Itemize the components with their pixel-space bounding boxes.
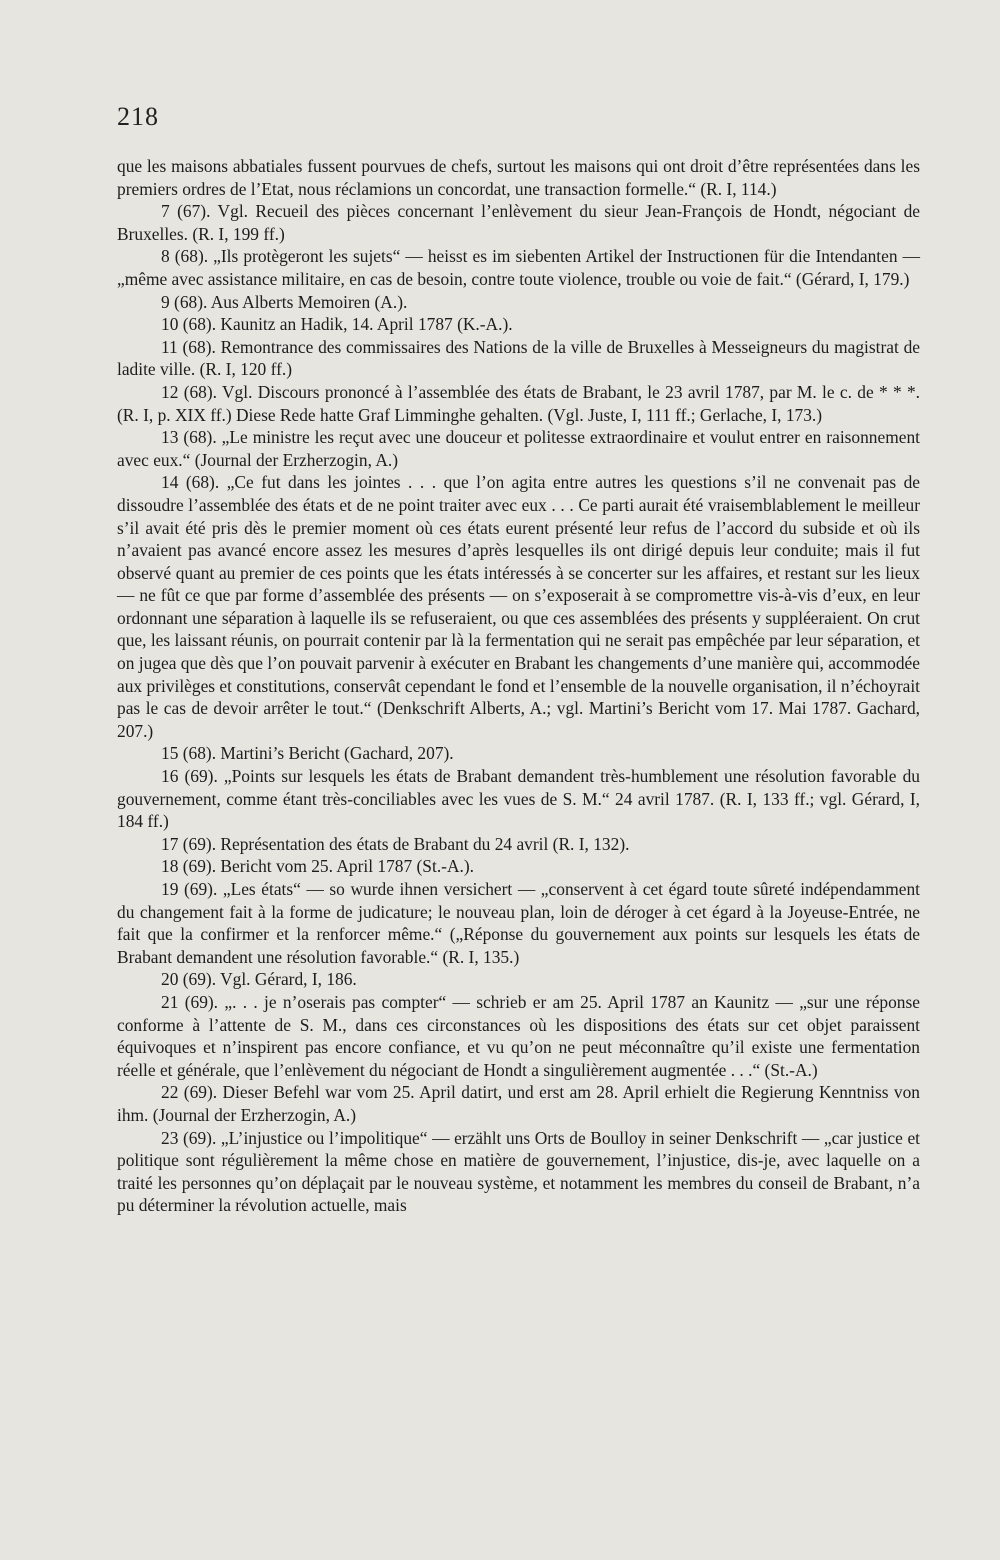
note-15: 15 (68). Martini’s Bericht (Gachard, 207).	[161, 743, 454, 764]
note-10: 10 (68). Kaunitz an Hadik, 14. April 1787 (K.-A.).	[161, 314, 513, 335]
note-19: 19 (69). „Les états“ — so wurde ihnen versichert — „conservent à cet égard toute sûreté indépendamment du changement fait à la forme de judicature; le nouveau plan, loin de déroger à cet égard à la Joyeuse-Entrée, ne fait que la confirmer et la renforcer même.“ („Réponse du gouvernement aux points sur lesquels les états de Brabant demandent une résolution favorable.“ (R. I, 135.)	[117, 879, 920, 967]
footnotes-body	[117, 155, 920, 1217]
note-21: 21 (69). „. . . je n’oserais pas compter“ — schrieb er am 25. April 1787 an Kaunitz — „sur une réponse conforme à l’attente de S. M., dans ces circonstances où les dispositions des états sur cet objet paraissent équivoques et n’inspirent pas encore confiance, et vu qu’on ne peut méconnaître qu’il existe une fermentation réelle et générale, que l’enlèvement du négociant de Hondt a singulièrement augmentée . . .“ (St.-A.)	[117, 991, 920, 1080]
note-7: 7 (67). Vgl. Recueil des pièces concernant l’enlèvement du sieur Jean-François de Hondt, négociant de Bruxelles. (R. I, 199 ff.)	[117, 201, 920, 244]
note-22: 22 (69). Dieser Befehl war vom 25. April datirt, und erst am 28. April erhielt die Regierung Kenntniss von ihm. (Journal der Erzherzogin, A.)	[117, 1082, 920, 1125]
note-20: 20 (69). Vgl. Gérard, I, 186.	[161, 969, 357, 990]
note-8: 8 (68). „Ils protègeront les sujets“ — heisst es im siebenten Artikel der Instructionen für die Intendanten — „même avec assistance militaire, en cas de besoin, contre toute violence, trouble ou voie de fait.“ (Gérard, I, 179.)	[117, 246, 920, 289]
note-17: 17 (69). Représentation des états de Brabant du 24 avril (R. I, 132).	[161, 833, 630, 854]
note-continuation: que les maisons abbatiales fussent pourvues de chefs, surtout les maisons qui ont droit d’être représentées dans les premiers ordres de l’Etat, nous réclamions un concordat, une transaction formelle.“ (R. I, 114.)	[117, 156, 920, 199]
note-12: 12 (68). Vgl. Discours prononcé à l’assemblée des états de Brabant, le 23 avril 1787, par M. le c. de * * *. (R. I, p. XIX ff.) Diese Rede hatte Graf Limminghe gehalten. (Vgl. Juste, I, 111 ff.; Gerlache, I, 173.)	[117, 381, 920, 425]
note-11: 11 (68). Remontrance des commissaires des Nations de la ville de Bruxelles à Messeigneurs du magistrat de ladite ville. (R. I, 120 ff.)	[117, 336, 920, 380]
note-13: 13 (68). „Le ministre les reçut avec une douceur et politesse extraordinaire et voulut entrer en raisonnement avec eux.“ (Journal der Erzherzogin, A.)	[117, 427, 920, 470]
note-9: 9 (68). Aus Alberts Memoiren (A.).	[161, 291, 408, 312]
note-14: 14 (68). „Ce fut dans les jointes . . . que l’on agita entre autres les questions s’il ne convenait pas de dissoudre l’assemblée des états et de ne point traiter avec eux . . . Ce parti aurait été vraisemblablement le meilleur s’il avait été pris dès le premier moment où ces états eurent présenté leur refus de l’accord du subside et où ils n’avaient pas avancé encore assez les mesures d’après lesquelles ils ont dirigé depuis leur conduite; mais il fut observé quant au premier de ces points que les états intéressés à se concerter sur les affaires, et restant sur les lieux — ne fût ce que par forme d’assemblée des présents — on s’exposerait à se compromettre vis-à-vis d’eux, en leur ordonnant une séparation à laquelle ils se refuseraient, ou que ces assemblées des présents y suppléeraient. On crut que, les laissant réunis, on pourrait contenir par là la fermentation qui ne serait pas empêchée par leur séparation, et on jugea que dès que l’on pouvait parvenir à exécuter en Brabant les changements d’une manière qui, accommodée aux privilèges et constitutions, conservât cependant le fond et l’ensemble de la nouvelle organisation, il n’échoyrait pas le cas de devoir arrêter le tout.“ (Denkschrift Alberts, A.; vgl. Martini’s Bericht vom 17. Mai 1787. Gachard, 207.)	[117, 472, 920, 741]
note-23: 23 (69). „L’injustice ou l’impolitique“ — erzählt uns Orts de Boulloy in seiner Denkschrift — „car justice et politique sont régulièrement la même chose en matière de gouvernement, l’injustice, dis-je, avec laquelle on a traité les personnes qu’on déplaçait par le nouveau système, et notamment les membres du conseil de Brabant, n’a pu déterminer la révolution actuelle, mais	[117, 1127, 920, 1216]
page-number: 218	[117, 102, 159, 131]
note-16: 16 (69). „Points sur lesquels les états de Brabant demandent très-humblement une résolution favorable du gouvernement, comme étant très-conciliables avec les vues de S. M.“ 24 avril 1787. (R. I, 133 ff.; vgl. Gérard, I, 184 ff.)	[117, 766, 920, 832]
note-18: 18 (69). Bericht vom 25. April 1787 (St.-A.).	[161, 856, 474, 877]
